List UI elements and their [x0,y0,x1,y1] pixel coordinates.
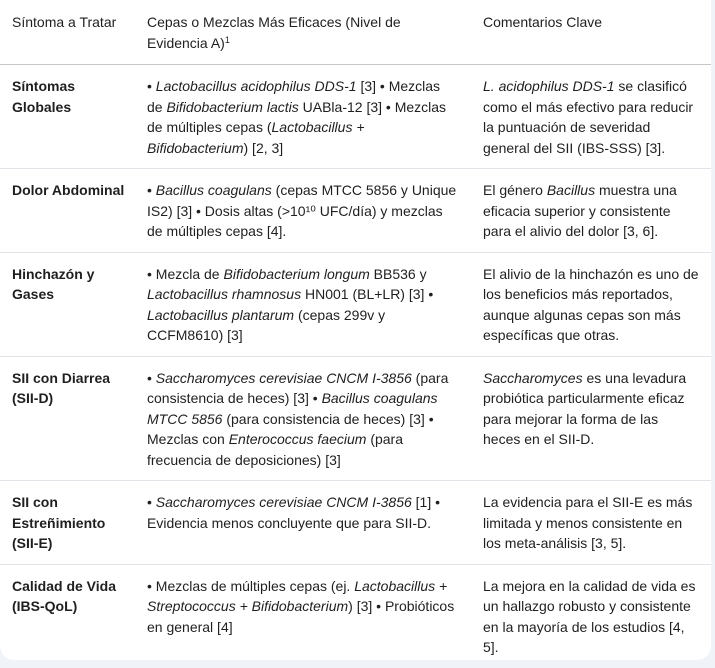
text-run: UABla-12 [3] • Mezclas de múltiples cepas ( [147,98,447,135]
text-run: (para frecuencia de deposiciones) [3] [147,431,404,468]
text-run: El género [483,182,547,198]
text-run: BB536 y [369,265,427,282]
table-row [0,356,711,481]
header-symptom: Síntoma a Tratar [0,0,135,65]
text-run: (para consistencia de heces) [3] • [147,369,449,406]
text-run: ) [3] • Probióticos en general [4] [147,598,455,635]
table-row [0,564,711,668]
italic-term: Bacillus [546,182,596,198]
italic-term: Enterococcus faecium [228,431,367,447]
table-row [0,65,711,169]
header-comments: Comentarios Clave [471,0,711,65]
text-run: (cepas MTCC 5856 y Unique IS2) [3] • Dosis altas (>10¹⁰ UFC/día) y mezclas de múltiples cepas [4]. [147,182,457,239]
text-run: (cepas 299v y CCFM8610) [3] [147,306,386,343]
italic-term: Bacillus coagulans MTCC 5856 [147,390,438,427]
symptom-cell: SII con Diarrea (SII-D) [0,356,135,481]
strains-cell [135,65,471,169]
table-row [0,252,711,356]
text-run: • [147,494,156,510]
text-run: muestra una eficacia superior y consistente para el alivio del dolor [3, 6]. [483,182,677,239]
italic-term: Lactobacillus + Bifidobacterium [147,119,365,156]
text-run: La mejora en la calidad de vida es un hallazgo robusto y consistente en la mayoría de los estudios [4, 5]. [483,577,696,655]
text-run: • [147,182,156,198]
strains-cell [135,169,471,253]
text-run: es una levadura probiótica particularmente eficaz para mejorar la forma de las heces en el SII-D. [483,369,687,447]
strains-cell [135,252,471,356]
italic-term: Lactobacillus plantarum [147,306,295,323]
italic-term: Bacillus coagulans [155,182,272,198]
strains-cell [135,356,471,481]
text-run: (para consistencia de heces) [3] • Mezclas con [147,410,434,447]
italic-term: Lactobacillus rhamnosus [147,286,302,302]
symptom-cell: Dolor Abdominal [0,169,135,253]
comments-cell [471,564,711,668]
symptom-cell: SII con Estreñimiento (SII-E) [0,481,135,565]
italic-term: Bifidobacterium lactis [166,98,299,115]
strains-cell [135,481,471,565]
italic-term: Lactobacillus + Streptococcus + Bifidobacterium [147,577,448,614]
text-run: • [147,78,156,94]
text-run: El alivio de la hinchazón es uno de los beneficios más reportados, aunque algunas cepas son más específicas que otras. [483,265,699,343]
text-run: HN001 (BL+LR) [3] • [301,286,434,302]
text-run: • Mezclas de múltiples cepas (ej. [147,577,355,594]
strains-cell [135,564,471,668]
italic-term: Lactobacillus acidophilus DDS-1 [155,78,357,94]
text-run: se clasificó como el más efectivo para reducir la puntuación de severidad general del SII (IBS-SSS) [3]. [483,78,694,156]
table-header-row [0,0,711,65]
text-run: • Mezcla de [147,265,224,282]
footnote-marker: 1 [224,34,230,45]
header-strains-label: Cepas o Mezclas Más Eficaces (Nivel de Evidencia A) [147,14,401,51]
text-run: La evidencia para el SII-E es más limitada y menos consistente en los meta-análisis [3, 5]. [483,494,693,551]
text-run: [3] • Mezclas de [147,78,441,115]
text-run: [1] • Evidencia menos concluyente que para SII-D. [147,494,441,531]
italic-term: Saccharomyces cerevisiae CNCM I-3856 [155,494,412,510]
comments-cell [471,65,711,169]
italic-term: L. acidophilus DDS-1 [483,78,615,94]
italic-term: Bifidobacterium longum [223,265,370,282]
text-run: • [147,369,156,386]
symptom-cell: Síntomas Globales [0,65,135,169]
table-row [0,169,711,253]
comments-cell [471,356,711,481]
symptom-cell: Hinchazón y Gases [0,252,135,356]
comments-cell [471,169,711,253]
header-strains [135,0,471,65]
text-run: ) [2, 3] [243,139,284,156]
comments-cell [471,252,711,356]
comments-cell [471,481,711,565]
symptom-cell: Calidad de Vida (IBS-QoL) [12,577,116,614]
italic-term: Saccharomyces cerevisiae CNCM I-3856 [155,369,412,386]
table-row [0,481,711,565]
italic-term: Saccharomyces [483,369,583,386]
